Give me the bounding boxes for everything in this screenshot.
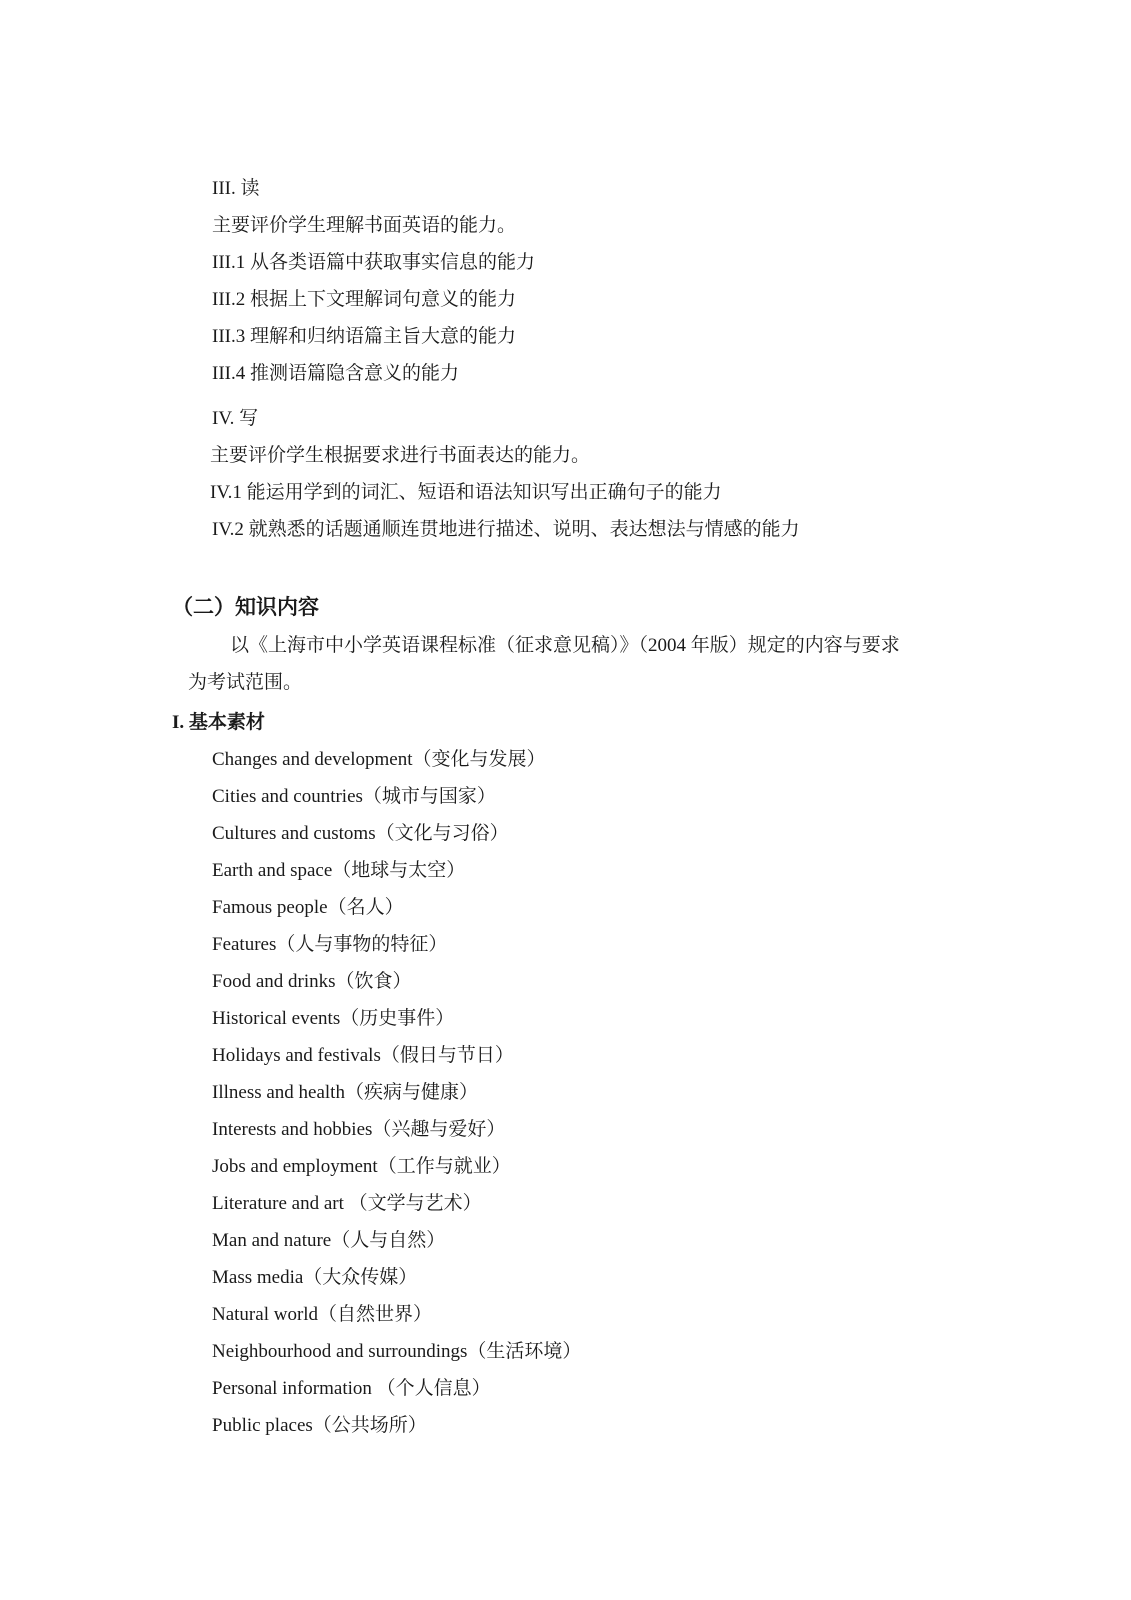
reading-item: III.4 推测语篇隐含意义的能力 [212, 363, 459, 384]
reading-heading: III. 读 [212, 178, 260, 199]
knowledge-paragraph-line2: 为考试范围。 [188, 672, 303, 693]
materials-item: Food and drinks（饮食） [212, 971, 412, 992]
materials-item: Man and nature（人与自然） [212, 1230, 446, 1251]
reading-item: III.3 理解和归纳语篇主旨大意的能力 [212, 326, 516, 347]
materials-item: Famous people（名人） [212, 897, 404, 918]
writing-heading: IV. 写 [212, 408, 259, 429]
materials-item: Natural world（自然世界） [212, 1304, 433, 1325]
writing-item: IV.2 就熟悉的话题通顺连贯地进行描述、说明、表达想法与情感的能力 [212, 519, 800, 540]
materials-item: Interests and hobbies（兴趣与爱好） [212, 1119, 506, 1140]
writing-item: IV.1 能运用学到的词汇、短语和语法知识写出正确句子的能力 [210, 482, 722, 503]
materials-item: Holidays and festivals（假日与节日） [212, 1045, 514, 1066]
materials-item: Earth and space（地球与太空） [212, 860, 466, 881]
materials-item: Personal information （个人信息） [212, 1378, 491, 1399]
knowledge-heading: （二）知识内容 [172, 595, 319, 619]
materials-item: Mass media（大众传媒） [212, 1267, 418, 1288]
materials-item: Literature and art （文学与艺术） [212, 1193, 482, 1214]
reading-item: III.2 根据上下文理解词句意义的能力 [212, 289, 516, 310]
writing-intro: 主要评价学生根据要求进行书面表达的能力。 [210, 445, 591, 466]
materials-item: Illness and health（疾病与健康） [212, 1082, 478, 1103]
knowledge-paragraph-line1: 以《上海市中小学英语课程标准（征求意见稿）》（2004 年版）规定的内容与要求 [230, 635, 900, 656]
materials-item: Public places（公共场所） [212, 1415, 427, 1436]
reading-intro: 主要评价学生理解书面英语的能力。 [212, 215, 517, 236]
materials-item: Cultures and customs（文化与习俗） [212, 823, 509, 844]
reading-item: III.1 从各类语篇中获取事实信息的能力 [212, 252, 535, 273]
materials-item: Features（人与事物的特征） [212, 934, 448, 955]
materials-item: Changes and development（变化与发展） [212, 749, 546, 770]
materials-item: Cities and countries（城市与国家） [212, 786, 496, 807]
materials-item: Historical events（历史事件） [212, 1008, 455, 1029]
materials-heading: I. 基本素材 [172, 712, 265, 733]
materials-item: Jobs and employment（工作与就业） [212, 1156, 511, 1177]
materials-item: Neighbourhood and surroundings（生活环境） [212, 1341, 582, 1362]
